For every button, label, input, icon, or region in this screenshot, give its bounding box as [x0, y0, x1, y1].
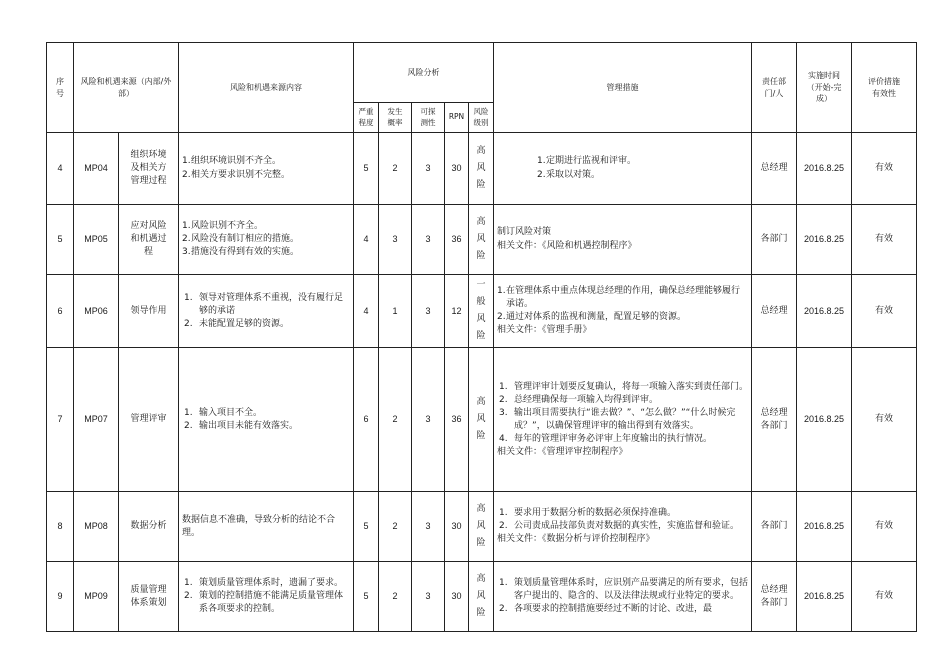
- row-eval: [852, 275, 917, 348]
- row-time-text: 2016.8.25: [804, 414, 845, 425]
- row-source-name-text: 组织环境 及相关方 管理过程: [130, 149, 167, 187]
- row-dept-text: 总经理 各部门: [760, 584, 788, 608]
- measure-item: [497, 394, 748, 407]
- measure-item: [497, 311, 748, 324]
- row-eval: [852, 133, 917, 205]
- measure-reference-doc: 相关文件：《管理评审控制程序》: [497, 446, 628, 457]
- measures-indented: [497, 155, 748, 181]
- content-item-number: 1.: [184, 578, 193, 589]
- row-risk-level-text: 高 风 险: [476, 216, 486, 262]
- content-item-number: 2.: [184, 591, 193, 602]
- row-occurrence: [379, 275, 412, 348]
- header-measures: [494, 43, 752, 133]
- row-source-name-text: 应对风险 和机遇过 程: [130, 220, 167, 258]
- measure-item: [537, 169, 748, 182]
- content-item-number: 1.: [182, 156, 191, 167]
- content-item-number: 2.: [182, 169, 191, 180]
- row-time-text: 2016.8.25: [804, 305, 845, 316]
- row-measures: [494, 275, 752, 348]
- row-risk-level: [469, 133, 494, 205]
- row-seq-text: 8: [57, 521, 63, 532]
- header-analysis-text: 风险分析: [407, 67, 440, 77]
- content-item-number: 2.: [184, 420, 193, 431]
- content-item-number: 2.: [184, 318, 193, 329]
- content-item: [182, 233, 350, 246]
- row-detect-text: 3: [425, 162, 431, 173]
- measure-item: [497, 507, 748, 520]
- row-measures: [494, 492, 752, 562]
- measure-item: [497, 407, 748, 433]
- row-dept-text: 各部门: [760, 521, 788, 532]
- row-rpn: [445, 492, 469, 562]
- measure-item-number: 2.: [499, 521, 508, 532]
- row-source-name-text: 质量管理 体系策划: [130, 584, 167, 608]
- header-source-text: 风险和机遇来源（内部/外部）: [80, 76, 172, 98]
- row-content: [179, 492, 354, 562]
- measure-reference-doc: 相关文件：《管理手册》: [497, 325, 592, 336]
- row-time-text: 2016.8.25: [804, 233, 845, 244]
- row-rpn: [445, 562, 469, 632]
- row-rpn: [445, 133, 469, 205]
- row-occurrence: [379, 348, 412, 492]
- row-occurrence-text: 3: [392, 233, 398, 244]
- row-measures: [494, 348, 752, 492]
- content-item-text: 相关方要求识别不完整。: [191, 169, 291, 180]
- row-severity-text: 4: [363, 305, 369, 316]
- row-seq: [47, 205, 74, 275]
- risk-assessment-table: [46, 42, 917, 632]
- row-eval-text: 有效: [875, 162, 894, 173]
- row-detect: [412, 562, 445, 632]
- header-detect-text: 可探 测性: [420, 106, 436, 127]
- row-seq-text: 7: [57, 414, 63, 425]
- content-item-text: 风险没有制订相应的措施。: [191, 233, 300, 244]
- row-rpn-text: 30: [451, 521, 462, 532]
- content-item: [182, 590, 350, 616]
- row-detect-text: 3: [425, 414, 431, 425]
- row-code: [74, 275, 119, 348]
- header-time-text: 实施时间 （开始-完 成）: [806, 71, 842, 104]
- row-source-name: [119, 348, 179, 492]
- content-item-number: 3.: [182, 247, 191, 258]
- measure-item-number: 3.: [499, 407, 508, 418]
- header-time: [797, 43, 852, 133]
- measure-item: [497, 433, 748, 446]
- content-item-number: 1.: [184, 292, 193, 303]
- row-rpn-text: 36: [451, 233, 462, 244]
- row-time: [797, 275, 852, 348]
- row-time-text: 2016.8.25: [804, 591, 845, 602]
- row-occurrence-text: 2: [392, 162, 398, 173]
- row-seq: [47, 348, 74, 492]
- row-dept-text: 总经理: [760, 305, 788, 316]
- measure-item-text: 公司责成品技部负责对数据的真实性，实施监督和验证。: [514, 521, 740, 532]
- table-row: [47, 348, 917, 492]
- row-seq: [47, 133, 74, 205]
- row-content: [179, 562, 354, 632]
- row-seq: [47, 492, 74, 562]
- row-risk-level-text: 一 般 风 险: [476, 280, 486, 342]
- row-eval-text: 有效: [875, 521, 894, 532]
- header-level-text: 风险 级别: [473, 106, 489, 127]
- header-eval: [852, 43, 917, 133]
- row-content: [179, 133, 354, 205]
- row-code-text: MP04: [84, 162, 108, 173]
- header-severity: [354, 103, 379, 133]
- row-rpn: [445, 205, 469, 275]
- row-code-text: MP06: [84, 305, 108, 316]
- row-risk-level-text: 高 风 险: [476, 574, 486, 619]
- row-detect-text: 3: [425, 521, 431, 532]
- row-occurrence-text: 2: [392, 591, 398, 602]
- content-item: [182, 292, 350, 318]
- measure-item-number: 1.: [497, 286, 506, 297]
- row-risk-level: [469, 492, 494, 562]
- row-seq-text: 4: [57, 162, 63, 173]
- row-dept: [752, 205, 797, 275]
- measure-item-text: 输出项目需要执行“谁去做？”、“怎么做？”“什么时候完成？”，以确保管理评审的输出得到有效落实。: [514, 407, 736, 431]
- measure-reference-doc: 相关文件：《数据分析与评价控制程序》: [497, 534, 655, 545]
- row-time: [797, 562, 852, 632]
- row-eval-text: 有效: [875, 591, 894, 602]
- row-code-text: MP07: [84, 414, 108, 425]
- content-item-text: 输出项目未能有效落实。: [199, 420, 299, 431]
- header-source: [74, 43, 179, 133]
- row-time-text: 2016.8.25: [804, 521, 845, 532]
- row-time: [797, 492, 852, 562]
- row-detect-text: 3: [425, 305, 431, 316]
- row-eval-text: 有效: [875, 305, 894, 316]
- row-eval: [852, 492, 917, 562]
- row-occurrence: [379, 562, 412, 632]
- measure-item-number: 2.: [499, 394, 508, 405]
- measure-item: [497, 285, 748, 311]
- header-occurrence-text: 发生 概率: [387, 106, 403, 127]
- row-severity-text: 5: [363, 162, 369, 173]
- measure-item-text: 采取以对策。: [546, 169, 601, 180]
- row-detect-text: 3: [425, 233, 431, 244]
- row-dept-text: 各部门: [760, 233, 788, 244]
- content-item-text: 措施没有得到有效的实施。: [191, 247, 300, 258]
- measure-item-text: 在管理体系中重点体现总经理的作用，确保总经理能够履行承诺。: [506, 286, 741, 310]
- content-item: [182, 577, 350, 590]
- row-source-name-text: 领导作用: [130, 305, 167, 316]
- measure-item-text: 总经理确保每一项输入均得到评审。: [514, 394, 659, 405]
- row-eval-text: 有效: [875, 414, 894, 425]
- row-seq: [47, 275, 74, 348]
- content-item: [182, 220, 350, 233]
- row-occurrence-text: 2: [392, 521, 398, 532]
- row-severity-text: 5: [363, 591, 369, 602]
- measure-item-text: 制订风险对策: [497, 227, 552, 238]
- measure-item-text: 各项要求的控制措施要经过不断的讨论、改进，最: [514, 604, 713, 615]
- row-severity: [354, 275, 379, 348]
- row-dept: [752, 133, 797, 205]
- measure-item-number: 1.: [499, 508, 508, 519]
- table-row: [47, 562, 917, 632]
- row-detect: [412, 492, 445, 562]
- row-code-text: MP05: [84, 233, 108, 244]
- row-occurrence: [379, 133, 412, 205]
- content-item: [182, 169, 350, 182]
- header-dept-text: 责任部 门/人: [762, 76, 787, 98]
- measure-item-text: 通过对体系的监视和测量，配置足够的资源。: [506, 312, 687, 323]
- content-item-text: 风险识别不齐全。: [191, 220, 264, 231]
- row-source-name: [119, 205, 179, 275]
- row-eval-text: 有效: [875, 233, 894, 244]
- row-time: [797, 133, 852, 205]
- content-item: [182, 246, 350, 259]
- content-item-text: 未能配置足够的资源。: [199, 318, 290, 329]
- content-item: [182, 155, 350, 168]
- content-item: [182, 420, 350, 433]
- row-risk-level: [469, 348, 494, 492]
- row-occurrence: [379, 205, 412, 275]
- row-occurrence: [379, 492, 412, 562]
- row-measures: [494, 205, 752, 275]
- row-eval: [852, 205, 917, 275]
- measure-item: [497, 381, 748, 394]
- row-detect: [412, 133, 445, 205]
- row-severity: [354, 348, 379, 492]
- row-source-name: [119, 133, 179, 205]
- header-content: [179, 43, 354, 133]
- row-time-text: 2016.8.25: [804, 162, 845, 173]
- header-dept: [752, 43, 797, 133]
- row-severity-text: 6: [363, 414, 369, 425]
- table-row: [47, 205, 917, 275]
- row-severity: [354, 492, 379, 562]
- row-rpn-text: 30: [451, 162, 462, 173]
- measure-reference-doc: 相关文件：《风险和机遇控制程序》: [497, 240, 637, 251]
- row-severity-text: 5: [363, 521, 369, 532]
- row-eval: [852, 348, 917, 492]
- row-rpn: [445, 348, 469, 492]
- content-item-text: 数据信息不准确，导致分析的结论不合理。: [182, 514, 336, 538]
- row-dept: [752, 492, 797, 562]
- row-code: [74, 205, 119, 275]
- row-source-name-text: 管理评审: [130, 414, 167, 425]
- measure-item-number: 2.: [537, 169, 546, 180]
- header-rpn-text: RPN: [448, 112, 465, 122]
- measure-item-text: 管理评审计划要反复确认，将每一项输入落实到责任部门。: [514, 381, 749, 392]
- row-occurrence-text: 1: [392, 305, 398, 316]
- header-occurrence: [379, 103, 412, 133]
- measure-item-number: 4.: [499, 433, 508, 444]
- row-source-name: [119, 275, 179, 348]
- header-eval-text: 评价措施 有效性: [868, 76, 901, 98]
- row-risk-level-text: 高 风 险: [476, 397, 486, 442]
- measure-item-number: 1.: [499, 578, 508, 589]
- row-risk-level: [469, 275, 494, 348]
- row-risk-level-text: 高 风 险: [476, 504, 486, 549]
- measure-item: [537, 155, 748, 168]
- header-measures-text: 管理措施: [606, 82, 639, 92]
- row-dept: [752, 275, 797, 348]
- content-item-number: 1.: [182, 220, 191, 231]
- row-dept: [752, 348, 797, 492]
- row-content: [179, 275, 354, 348]
- row-measures: [494, 562, 752, 632]
- row-seq-text: 6: [57, 305, 63, 316]
- header-seq: [47, 43, 74, 133]
- row-detect: [412, 275, 445, 348]
- row-rpn: [445, 275, 469, 348]
- measure-item: [497, 603, 748, 616]
- measure-item-text: 定期进行监视和评审。: [546, 156, 637, 167]
- header-row-top: [47, 43, 917, 103]
- row-measures: [494, 133, 752, 205]
- content-item: [182, 407, 350, 420]
- content-item: [182, 514, 350, 540]
- header-rpn: [445, 103, 469, 133]
- measure-item-text: 要求用于数据分析的数据必须保持准确。: [514, 508, 677, 519]
- measure-item-number: 1.: [499, 381, 508, 392]
- row-severity: [354, 205, 379, 275]
- row-detect-text: 3: [425, 591, 431, 602]
- row-severity: [354, 562, 379, 632]
- row-rpn-text: 30: [451, 591, 462, 602]
- row-risk-level: [469, 205, 494, 275]
- row-risk-level-text: 高 风 险: [476, 145, 486, 191]
- row-content: [179, 348, 354, 492]
- row-code: [74, 562, 119, 632]
- row-severity: [354, 133, 379, 205]
- row-dept: [752, 562, 797, 632]
- row-seq: [47, 562, 74, 632]
- row-time: [797, 348, 852, 492]
- row-code: [74, 348, 119, 492]
- table-row: [47, 133, 917, 205]
- header-seq-text: 序 号: [56, 76, 64, 98]
- row-time: [797, 205, 852, 275]
- content-item: [182, 318, 350, 331]
- row-source-name: [119, 562, 179, 632]
- row-rpn-text: 12: [451, 305, 462, 316]
- measure-item-number: 1.: [537, 156, 546, 167]
- measure-item: [497, 577, 748, 603]
- header-level: [469, 103, 494, 133]
- content-item-text: 输入项目不全。: [199, 407, 263, 418]
- measure-item: [497, 226, 748, 239]
- row-content: [179, 205, 354, 275]
- content-item-text: 组织环境识别不齐全。: [191, 156, 282, 167]
- measure-item-number: 2.: [497, 312, 506, 323]
- content-item-text: 策划质量管理体系时，遗漏了要求。: [199, 578, 344, 589]
- row-code: [74, 492, 119, 562]
- measure-item-number: 2.: [499, 604, 508, 615]
- measure-item: [497, 520, 748, 533]
- content-item-number: 2.: [182, 233, 191, 244]
- row-severity-text: 4: [363, 233, 369, 244]
- row-seq-text: 9: [57, 591, 63, 602]
- row-risk-level: [469, 562, 494, 632]
- content-item-number: 1.: [184, 407, 193, 418]
- header-content-text: 风险和机遇来源内容: [230, 82, 303, 92]
- content-item-text: 策划的控制措施不能满足质量管理体系各项要求的控制。: [199, 591, 344, 615]
- row-code-text: MP08: [84, 521, 108, 532]
- row-code: [74, 133, 119, 205]
- header-severity-text: 严重 程度: [358, 106, 374, 127]
- row-dept-text: 总经理: [760, 162, 788, 173]
- header-detect: [412, 103, 445, 133]
- row-rpn-text: 36: [451, 414, 462, 425]
- measure-item-text: 每年的管理评审务必评审上年度输出的执行情况。: [514, 433, 713, 444]
- header-analysis: [354, 43, 494, 103]
- row-code-text: MP09: [84, 591, 108, 602]
- table-row: [47, 275, 917, 348]
- content-item-text: 领导对管理体系不重视，没有履行足够的承诺: [199, 292, 344, 316]
- row-seq-text: 5: [57, 233, 63, 244]
- row-source-name-text: 数据分析: [130, 521, 167, 532]
- row-occurrence-text: 2: [392, 414, 398, 425]
- table-body: [47, 133, 917, 632]
- table-row: [47, 492, 917, 562]
- row-dept-text: 总经理 各部门: [760, 407, 788, 431]
- row-eval: [852, 562, 917, 632]
- row-detect: [412, 205, 445, 275]
- row-detect: [412, 348, 445, 492]
- measure-item-text: 策划质量管理体系时，应识别产品要满足的所有要求，包括客户提出的、隐含的、以及法律法规或行业特定的要求。: [514, 578, 749, 602]
- row-source-name: [119, 492, 179, 562]
